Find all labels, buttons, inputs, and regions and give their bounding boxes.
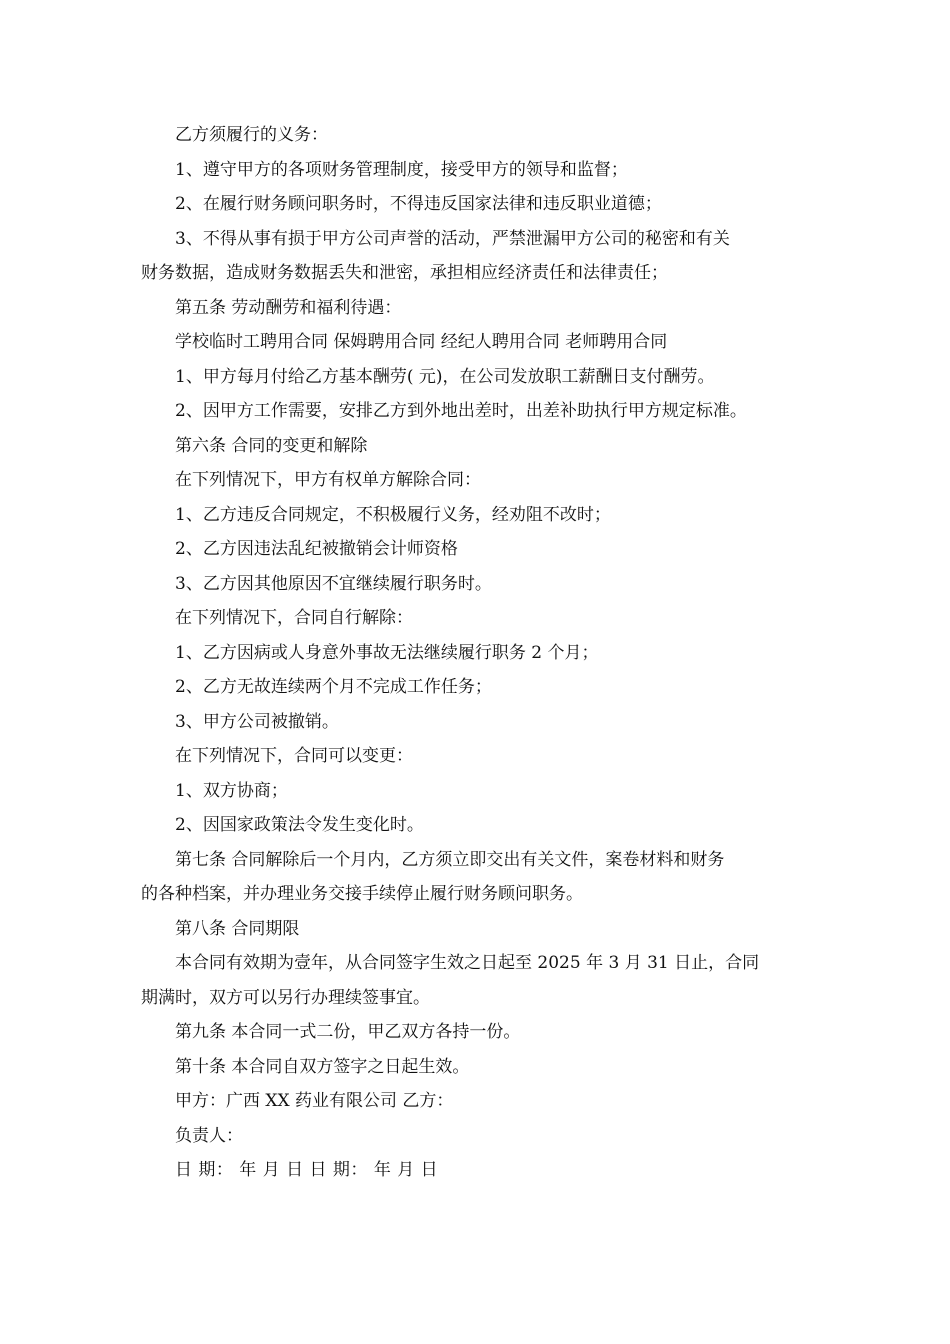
paragraph-obligation-2: 2、在履行财务顾问职务时，不得违反国家法律和违反职业道德； — [175, 194, 662, 214]
article-6-auto-termination: 在下列情况下，合同自行解除： — [175, 608, 413, 628]
paragraph-obligations-heading: 乙方须履行的义务： — [175, 125, 328, 145]
article-6-auto-item-2: 2、乙方无故连续两个月不完成工作任务； — [175, 677, 492, 697]
article-6-change: 在下列情况下，合同可以变更： — [175, 746, 413, 766]
article-5-item-1: 1、甲方每月付给乙方基本酬劳( 元)，在公司发放职工薪酬日支付酬劳。 — [175, 366, 715, 387]
article-7-line-2: 的各种档案，并办理业务交接手续停止履行财务顾问职务。 — [141, 884, 583, 904]
signature-responsible-person: 负责人： — [175, 1125, 243, 1146]
article-6-termination-item-1: 1、乙方违反合同规定，不积极履行义务，经劝阻不改时； — [175, 504, 611, 525]
article-6-heading: 第六条 合同的变更和解除 — [175, 435, 368, 456]
article-6-change-item-2: 2、因国家政策法令发生变化时。 — [175, 815, 424, 835]
article-6-termination-item-2: 2、乙方因违法乱纪被撤销会计师资格 — [175, 539, 458, 559]
related-contracts-links: 学校临时工聘用合同 保姆聘用合同 经纪人聘用合同 老师聘用合同 — [175, 332, 668, 352]
article-6-termination-item-3: 3、乙方因其他原因不宜继续履行职务时。 — [175, 573, 492, 594]
article-8-line-1: 本合同有效期为壹年，从合同签字生效之日起至 2025 年 3 月 31 日止，合同 — [175, 953, 760, 973]
signature-parties: 甲方：广西 XX 药业有限公司 乙方： — [175, 1091, 454, 1111]
article-7-line-1: 第七条 合同解除后一个月内，乙方须立即交出有关文件，案卷材料和财务 — [175, 849, 725, 870]
article-10: 第十条 本合同自双方签字之日起生效。 — [175, 1056, 470, 1077]
article-6-auto-item-3: 3、甲方公司被撤销。 — [175, 711, 339, 732]
article-8-heading: 第八条 合同期限 — [175, 918, 300, 939]
article-6-party-a-termination: 在下列情况下，甲方有权单方解除合同： — [175, 470, 481, 490]
paragraph-obligation-3-line-2: 财务数据，造成财务数据丢失和泄密，承担相应经济责任和法律责任； — [141, 263, 668, 283]
paragraph-obligation-1: 1、遵守甲方的各项财务管理制度，接受甲方的领导和监督； — [175, 159, 628, 180]
document-body — [141, 118, 811, 1188]
paragraph-obligation-3-line-1: 3、不得从事有损于甲方公司声誉的活动，严禁泄漏甲方公司的秘密和有关 — [175, 228, 730, 249]
article-5-heading: 第五条 劳动酬劳和福利待遇： — [175, 297, 402, 318]
signature-dates: 日 期： 年 月 日 日 期： 年 月 日 — [175, 1160, 439, 1180]
article-6-change-item-1: 1、双方协商； — [175, 780, 288, 801]
article-5-item-2: 2、因甲方工作需要，安排乙方到外地出差时，出差补助执行甲方规定标准。 — [175, 401, 747, 421]
article-9: 第九条 本合同一式二份，甲乙双方各持一份。 — [175, 1022, 521, 1042]
article-8-line-2: 期满时，双方可以另行办理续签事宜。 — [141, 987, 430, 1008]
article-6-auto-item-1: 1、乙方因病或人身意外事故无法继续履行职务 2 个月； — [175, 642, 599, 663]
